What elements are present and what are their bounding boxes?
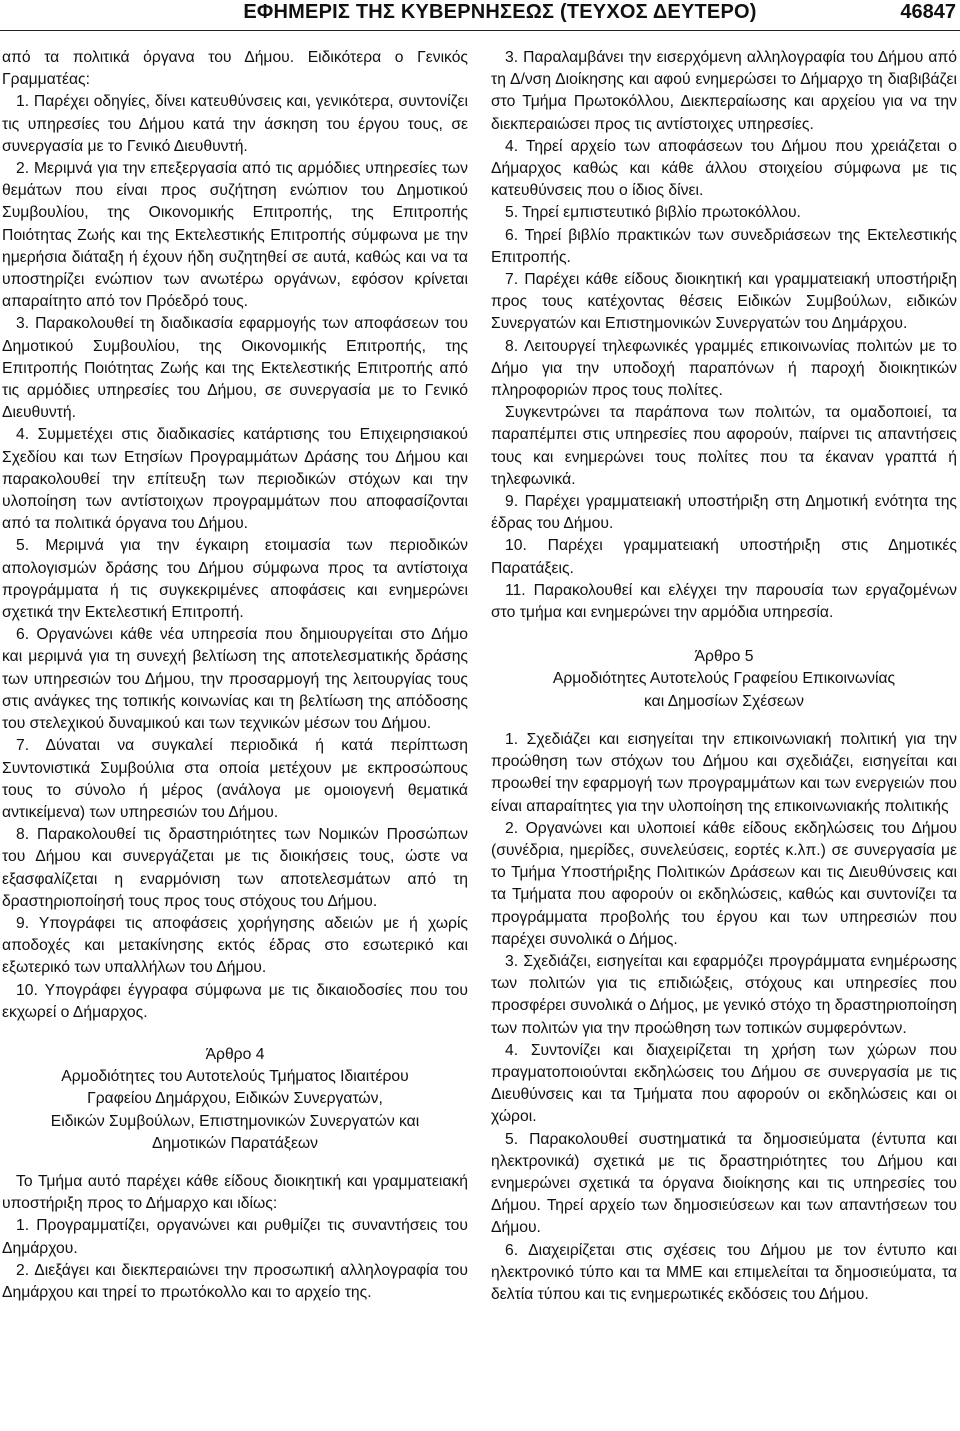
paragraph: 2. Οργανώνει και υλοποιεί κάθε είδους εκδηλώσεις του Δήμου (συνέδρια, ημερίδες, συνελεύσεις, εορτές κ.λπ.) σε συνεργασία με το Τμήμα Υποστήριξης Πολιτικών Δράσεων και τις Διευθύνσεις και τα Τμήματα που αφορούν οι εκδηλώσεις, καθώς και συντονίζει τα προγράμματα προβολής του έργου και των υπηρεσιών που παρέχει συνολικά ο Δήμος. (491, 819, 957, 948)
paragraph: 10. Παρέχει γραμματειακή υποστήριξη στις Δημοτικές Παρατάξεις. (491, 537, 957, 577)
paragraph: 9. Υπογράφει τις αποφάσεις χορήγησης αδειών με ή χωρίς αποδοχές και μετακίνησης εκτός έδρας στο εσωτερικό και εξωτερικό των υπαλλήλων του Δήμου. (2, 914, 468, 977)
article-4-heading (2, 1044, 468, 1155)
page-number: 46847 (900, 1, 956, 23)
paragraph: Το Τμήμα αυτό παρέχει κάθε είδους διοικητική και γραμματειακή υποστήριξη προς το Δήμαρχο και ιδίως: (2, 1172, 468, 1213)
paragraph: 8. Παρακολουθεί τις δραστηριότητες των Νομικών Προσώπων του Δήμου και συνεργάζεται με τις διοικήσεις τους, ώστε να εξασφαλίζεται η εναρμόνιση των αποτελεσμάτων από τη δραστηριοποίησή τους προς τους στόχους του Δήμου. (2, 826, 468, 910)
paragraph: 2. Μεριμνά για την επεξεργασία από τις αρμόδιες υπηρεσίες των θεμάτων που είναι προς συζήτηση ενώπιον του Δημοτικού Συμβουλίου, της Οικονομικής Επιτροπής, της Επιτροπής Ποιότητας Ζωής και της Εκτελεστικής Επιτροπής σύμφωνα με την ημερήσια διάταξη ή έχουν ήδη συζητηθεί σε αυτά, καθώς και να τα υποστηρίζει ενώπιον των ανωτέρω οργάνων, εφόσον κρίνεται απαραίτητο από τον Πρόεδρό τους. (2, 160, 468, 311)
paragraph: 3. Σχεδιάζει, εισηγείται και εφαρμόζει προγράμματα ενημέρωσης των πολιτών για τις επιδιώξεις, στόχους και υπηρεσίες που προσφέρει συνολικά ο Δήμος, με γενικό στόχο τη δραστηριοποίηση των πολιτών για την προώθηση των τοπικών συμφερόντων. (491, 952, 957, 1037)
paragraph: 11. Παρακολουθεί και ελέγχει την παρουσία των εργαζομένων στο τμήμα και ενημερώνει την αρμόδια υπηρεσία. (491, 581, 957, 622)
article-title-line: Ειδικών Συμβούλων, Επιστημονικών Συνεργατών και (50, 1112, 420, 1130)
paragraph: 6. Οργανώνει κάθε νέα υπηρεσία που δημιουργείται στο Δήμο και μεριμνά για τη συνεχή βελτίωση της αποτελεσματικής δράσης των υπηρεσιών του Δήμου, την προσαρμογή της λειτουργίας τους στις ανάγκες της τοπικής κοινωνίας και τη βελτίωση της απόδοσης του στελεχικού δυναμικού και των τεχνικών μέσων του Δήμου. (2, 626, 468, 733)
paragraph: από τα πολιτικά όργανα του Δήμου. Ειδικότερα ο Γενικός Γραμματέας: (2, 49, 468, 89)
paragraph: 4. Τηρεί αρχείο των αποφάσεων του Δήμου που χρειάζεται ο Δήμαρχος καθώς και κάθε άλλου στοιχείου σύμφωνα με τις κατευθύνσεις που ο ίδιος δίνει. (491, 137, 957, 200)
gazette-title: ΕΦΗΜΕΡΙΣ ΤΗΣ ΚΥΒΕΡΝΗΣΕΩΣ (ΤΕΥΧΟΣ ΔΕΥΤΕΡΟ) (243, 1, 757, 23)
paragraph: 5. Τηρεί εμπιστευτικό βιβλίο πρωτοκόλλου. (505, 204, 801, 222)
paragraph: 4. Συντονίζει και διαχειρίζεται τη χρήση των χώρων που πραγματοποιούνται εκδηλώσεις του Δήμου σε συνεργασία με τις Διευθύνσεις και τα Τμήματα που αφορούν οι εκδηλώσεις και οι χώροι. (491, 1041, 957, 1126)
paragraph: 4. Συμμετέχει στις διαδικασίες κατάρτισης του Επιχειρησιακού Σχεδίου και των Ετησίων Προγραμμάτων Δράσης του Δήμου και παρακολουθεί την επίτευξη των περιοδικών στόχων και την υλοποίηση των αντίστοιχων προγραμμάτων που αποφασίζονται από τα πολιτικά όργανα του Δήμου. (2, 426, 468, 533)
paragraph: 9. Παρέχει γραμματειακή υποστήριξη στη Δημοτική ενότητα της έδρας του Δήμου. (491, 493, 957, 533)
paragraph: 3. Παρακολουθεί τη διαδικασία εφαρμογής των αποφάσεων του Δημοτικού Συμβουλίου, της Οικονομικής Επιτροπής, της Επιτροπής Ποιότητας Ζωής και της Εκτελεστικής Επιτροπής από τις αρμόδιες υπηρεσίες του Δήμου, σε συνεργασία με το Γενικό Διευθυντή. (2, 315, 468, 422)
paragraph: 5. Μεριμνά για την έγκαιρη ετοιμασία των περιοδικών απολογισμών δράσης του Δήμου σύμφωνα προς τα αντίστοιχα προγράμματα ή τις συγκεκριμένες αποφάσεις και ενημερώνει σχετικά την Εκτελεστική Επιτροπή. (2, 537, 468, 622)
paragraph: 7. Δύναται να συγκαλεί περιοδικά ή κατά περίπτωση Συντονιστικά Συμβούλια στα οποία μετέχουν με εκπροσώπους τους το σύνολο ή μέρος (ανάλογα με ομοιογενή θεματικά αντικείμενα) των υπηρεσιών του Δήμου. (2, 737, 468, 821)
paragraph: 3. Παραλαμβάνει την εισερχόμενη αλληλογραφία του Δήμου από τη Δ/νση Διοίκησης και αφού ενημερώσει το Δήμαρχο τη διαβιβάζει στο Τμήμα Πρωτοκόλλου, Διεκπεραίωσης και αρχείου για να την διεκπεραιώσει προς τις αντίστοιχες υπηρεσίες. (491, 49, 957, 133)
paragraph: 5. Παρακολουθεί συστηματικά τα δημοσιεύματα (έντυπα και ηλεκτρονικά) σχετικά με τις δραστηριότητες του Δήμου και ενημερώνει σχετικά τα όργανα διοίκησης και τις υπηρεσίες του Δήμου. Τηρεί αρχείο των δημοσιεύσεων και των απαντήσεων του Δήμου. (491, 1130, 957, 1237)
article-title-line: Δημοτικών Παρατάξεων (151, 1134, 319, 1152)
paragraph: 7. Παρέχει κάθε είδους διοικητική και γραμματειακή υποστήριξη προς τους κατέχοντας θέσεις Ειδικών Συμβούλων, ειδικών Συνεργατών και Επιστημονικών Συνεργατών του Δημάρχου. (491, 271, 957, 333)
article-title-line: Αρμοδιότητες του Αυτοτελούς Τμήματος Ιδιαιτέρου (61, 1068, 409, 1086)
page-header (0, 0, 960, 31)
article-5-heading (491, 646, 957, 713)
article-title-line: και Δημοσίων Σχέσεων (644, 692, 804, 710)
paragraph: 2. Διεξάγει και διεκπεραιώνει την προσωπική αλληλογραφία του Δημάρχου και τηρεί το πρωτόκολλο και το αρχείο της. (2, 1261, 468, 1301)
article-title-line: Γραφείου Δημάρχου, Ειδικών Συνεργατών, (87, 1090, 383, 1108)
paragraph: 8. Λειτουργεί τηλεφωνικές γραμμές επικοινωνίας πολιτών με το Δήμο για την υποδοχή παραπόνων ή παροχή διοικητικών πληροφοριών προς τους πολίτες. (491, 337, 957, 400)
article-number: Άρθρο 4 (205, 1045, 265, 1063)
paragraph: 1. Σχεδιάζει και εισηγείται την επικοινωνιακή πολιτική για την προώθηση των στόχων του Δήμου και σχεδιάζει, εισηγείται και προωθεί την εφαρμογή των προγραμμάτων και των ενεργειών που είναι απαραίτητες για την υλοποίηση της επικοινωνιακής πολιτικής (491, 730, 957, 815)
article-number: Άρθρο 5 (694, 648, 754, 666)
paragraph: 6. Τηρεί βιβλίο πρακτικών των συνεδριάσεων της Εκτελεστικής Επιτροπής. (491, 226, 957, 266)
left-column (2, 47, 468, 1304)
right-column (491, 47, 957, 1306)
paragraph: 1. Προγραμματίζει, οργανώνει και ρυθμίζει τις συναντήσεις του Δημάρχου. (2, 1217, 468, 1257)
paragraph: 6. Διαχειρίζεται στις σχέσεις του Δήμου με τον έντυπο και ηλεκτρονικό τύπο και τα ΜΜΕ και επιμελείται τα δημοσιεύματα, τα δελτία τύπου και τις ενημερωτικές εκδόσεις του Δήμου. (491, 1241, 957, 1303)
paragraph: 10. Υπογράφει έγγραφα σύμφωνα με τις δικαιοδοσίες που του εκχωρεί ο Δήμαρχος. (2, 981, 468, 1021)
article-title-line: Αρμοδιότητες Αυτοτελούς Γραφείου Επικοινωνίας (552, 670, 896, 688)
paragraph: Συγκεντρώνει τα παράπονα των πολιτών, τα ομαδοποιεί, τα παραπέμπει στις υπηρεσίες που αφορούν, παίρνει τις απαντήσεις τους και ενημερώνει τους πολίτες που τα έκαναν γραπτά ή τηλεφωνικά. (491, 404, 957, 488)
paragraph: 1. Παρέχει οδηγίες, δίνει κατευθύνσεις και, γενικότερα, συντονίζει τις υπηρεσίες του Δήμου κατά την άσκηση του έργου τους, σε συνεργασία με το Γενικό Διευθυντή. (2, 93, 468, 155)
